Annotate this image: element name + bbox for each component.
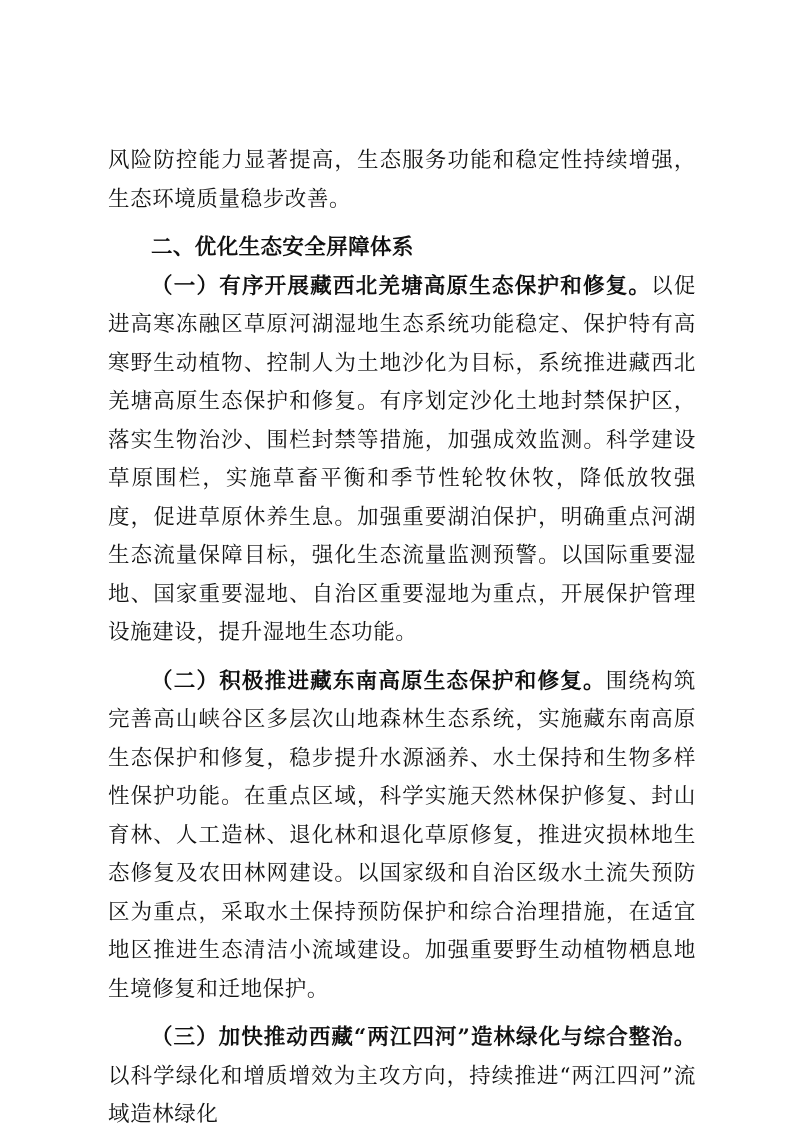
paragraph-spacer bbox=[108, 1009, 696, 1019]
subsection-paragraph-1 bbox=[108, 268, 696, 653]
paragraph-spacer bbox=[108, 219, 696, 229]
subsection-title-3: （三）加快推动西藏“两江四河”造林绿化与综合整治。 bbox=[151, 1025, 696, 1050]
subsection-title-2: （二）积极推进藏东南高原生态保护和修复。 bbox=[151, 668, 606, 694]
paragraph-spacer bbox=[108, 653, 696, 663]
subsection-body-1: 以促进高寒冻融区草原河湖湿地生态系统功能稳定、保护特有高寒野生动植物、控制人为土地沙化为目标，系统推进藏西北羌塘高原生态保护和修复。有序划定沙化土地封禁保护区，落实生物治沙、围栏封禁等措施，加强成效监测。科学建设草原围栏，实施草畜平衡和季节性轮牧休牧，降低放牧强度，促进草原休养生息。加强重要湖泊保护，明确重点河湖生态流量保障目标，强化生态流量监测预警。以国际重要湿地、国家重要湿地、自治区重要湿地为重点，开展保护管理设施建设，提升湿地生态功能。 bbox=[108, 273, 697, 645]
section-heading: 二、优化生态安全屏障体系 bbox=[151, 235, 414, 260]
subsection-body-2: 围绕构筑完善高山峡谷区多层次山地森林生态系统，实施藏东南高原生态保护和修复，稳步提升水源涵养、水土保持和生物多样性保护功能。在重点区域，科学实施天然林保护修复、封山育林、人工造林、退化林和退化草原修复，推进灾损林地生态修复及农田林网建设。以国家级和自治区级水土流失预防区为重点，采取水土保持预防保护和综合治理措施，在适宜地区推进生态清洁小流域建设。加强重要野生动植物栖息地生境修复和迁地保护。 bbox=[108, 668, 696, 1002]
document-body bbox=[108, 142, 696, 1135]
subsection-paragraph-2 bbox=[108, 663, 696, 1010]
subsection-body-3: 以科学绿化和增质增效为主攻方向，持续推进“两江四河”流域造林绿化 bbox=[108, 1063, 696, 1127]
continued-paragraph: 风险防控能力显著提高，生态服务功能和稳定性持续增强，生态环境质量稳步改善。 bbox=[108, 148, 696, 212]
subsection-title-1: （一）有序开展藏西北羌塘高原生态保护和修复。 bbox=[151, 273, 652, 299]
subsection-paragraph-3 bbox=[108, 1019, 696, 1135]
